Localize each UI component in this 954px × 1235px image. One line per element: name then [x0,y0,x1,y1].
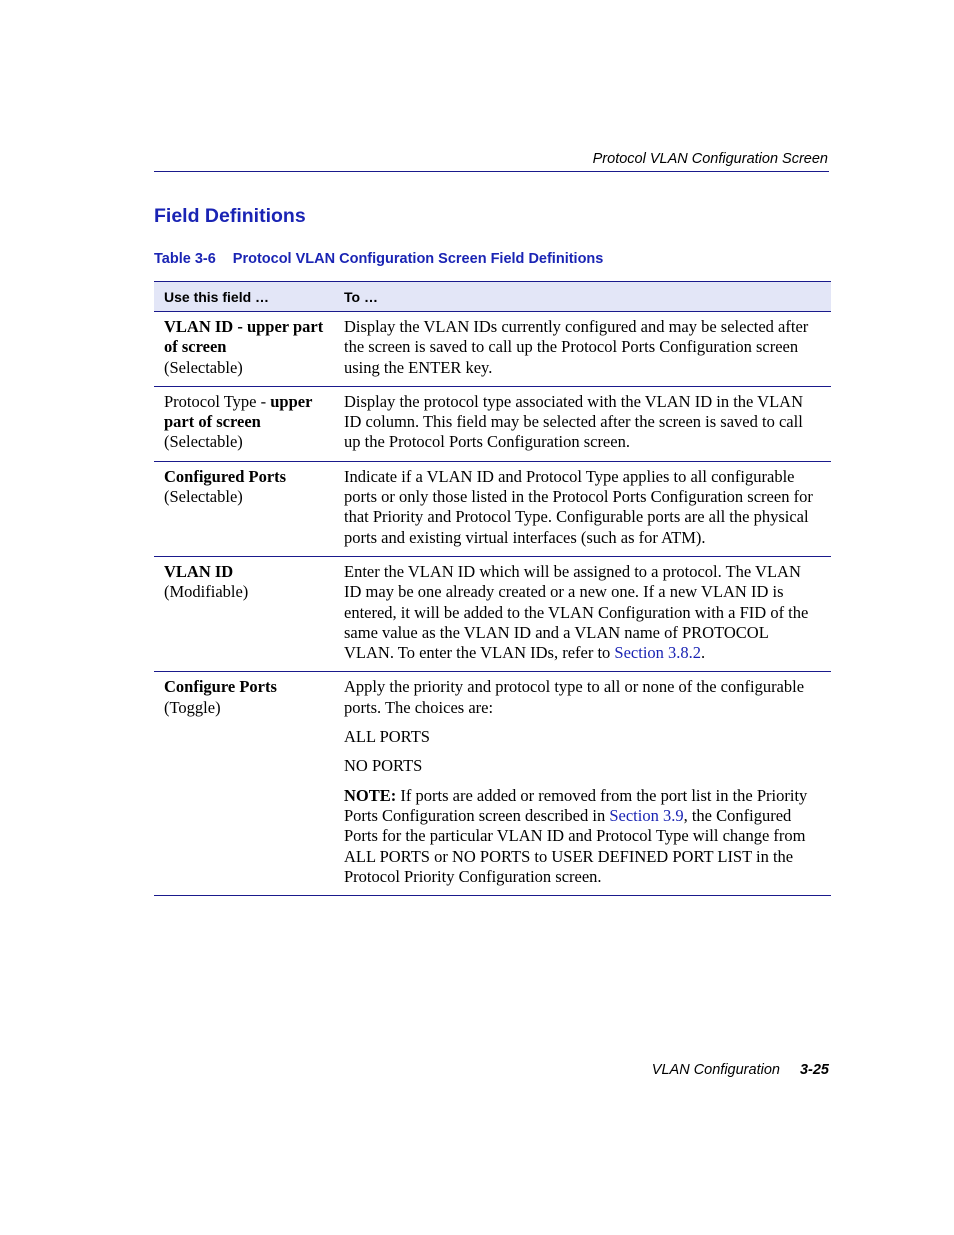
description-text-end: . [701,643,706,663]
description-text: Indicate if a VLAN ID and Protocol Type applies to all configurable ports or only those listed in the Protocol Ports Configuration screen for that Priority and Protocol Type. Configurable ports are all the physical ports and existing virtual interfaces (such as for ATM). [344,466,813,547]
table-row [154,386,831,461]
running-head: Protocol VLAN Configuration Screen [592,151,828,167]
field-cell [154,556,334,671]
table-row [154,556,831,671]
description-cell [334,386,831,461]
table-caption-title: Protocol VLAN Configuration Screen Field Definitions [232,251,604,267]
field-type: (Selectable) [164,357,243,377]
section-link[interactable]: Section 3.8.2 [614,643,702,663]
description-text: Apply the priority and protocol type to all or none of the configurable ports. The choices are: [344,677,805,717]
note-text [344,786,821,887]
note-label: NOTE: [344,785,397,805]
table-caption-number: Table 3-6 [154,251,216,267]
table-caption [154,250,603,268]
field-name: Configured Ports [164,466,287,486]
footer-chapter: VLAN Configuration [651,1062,780,1078]
description-text-start: Enter the VLAN ID which will be assigned to a protocol. The VLAN ID may be one already created or a new one. If a new VLAN ID is entered, it will be added to the VLAN Configuration with a FID of the same value as the VLAN ID and a VLAN name of PROTOCOL VLAN. To enter the VLAN IDs, refer to [344,561,809,663]
field-definitions-table [154,281,831,896]
field-name: VLAN ID - upper part of screen [164,317,324,357]
section-title: Field Definitions [154,205,306,227]
choice-item: ALL PORTS [344,727,430,747]
table-row [154,461,831,556]
table-row [154,312,831,387]
field-cell [154,461,334,556]
description-cell [334,556,831,671]
page-number: 3-25 [799,1062,829,1078]
field-type: (Selectable) [164,487,243,507]
section-link[interactable]: Section 3.9 [609,805,684,825]
field-cell [154,672,334,896]
field-name: upper part of screen [164,391,313,432]
description-text: Display the VLAN IDs currently configured and may be selected after the screen is saved to call up the Protocol Ports Configuration screen using the ENTER key. [344,317,809,377]
field-type: (Modifiable) [164,582,249,602]
field-cell [154,312,334,387]
page-footer [154,1061,829,1079]
field-name-normal: Protocol Type - [164,391,271,411]
table-header-field: Use this field … [154,282,334,312]
description-text [344,562,821,663]
header-rule [154,171,829,172]
field-name: VLAN ID [164,561,234,581]
table-row [154,672,831,896]
field-cell [154,386,334,461]
field-name: Configure Ports [164,677,277,697]
choice-item: NO PORTS [344,756,423,776]
table-header-row [154,282,831,312]
field-type: (Selectable) [164,432,243,452]
note-text-start: If ports are added or removed from the port list in the Priority Ports Configuration screen described in [344,785,808,825]
description-text: Display the protocol type associated with the VLAN ID in the VLAN ID column. This field may be selected after the screen is saved to call up the Protocol Ports Configuration screen. [344,391,804,452]
description-cell [334,672,831,896]
description-cell [334,461,831,556]
note-text-end: , the Configured Ports for the particular VLAN ID and Protocol Type will change from ALL PORTS or NO PORTS to USER DEFINED PORT LIST in the Protocol Priority Configuration screen. [344,805,806,886]
field-type: (Toggle) [164,697,221,717]
table-header-to: To … [334,282,831,312]
description-cell [334,312,831,387]
